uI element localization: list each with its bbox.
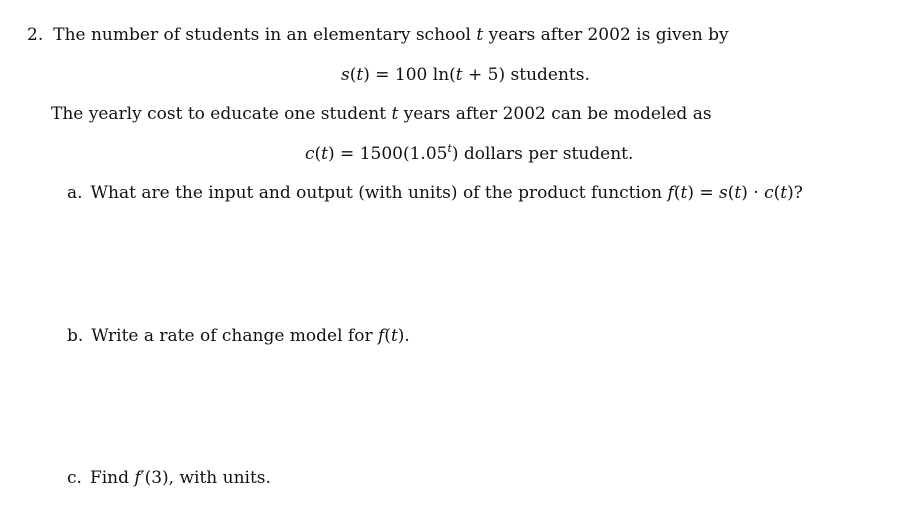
var-t: t	[356, 65, 364, 85]
part-c-label: c.	[67, 468, 82, 488]
part-c-text: Find	[89, 468, 135, 488]
exponent-t: t	[447, 142, 452, 155]
fn-s: s	[341, 65, 350, 85]
paren: (	[727, 183, 735, 203]
paren: (	[314, 144, 322, 164]
part-b-label: b.	[67, 326, 84, 346]
part-a-label: a.	[67, 183, 83, 203]
var-t: t	[734, 183, 742, 203]
fn-c: c	[305, 144, 315, 164]
cost-text-end: years after 2002 can be modeled as	[398, 104, 712, 124]
problem-statement-line	[27, 24, 729, 46]
fn-f: f	[667, 183, 674, 203]
intro-text-end: years after 2002 is given by	[483, 25, 729, 45]
eq1-rhs: = 100 ln(	[369, 65, 456, 85]
equation-students	[341, 64, 590, 86]
part-b-text: Write a rate of change model for	[91, 326, 378, 346]
fn-f: f	[378, 326, 385, 346]
fn-c: c	[764, 183, 774, 203]
eq1-rhs-end: + 5) students.	[462, 65, 590, 85]
equals: ) =	[687, 183, 719, 203]
paren: (	[349, 65, 357, 85]
paren: (	[773, 183, 781, 203]
part-a	[67, 182, 803, 204]
eq2-rhs-end: ) dollars per student.	[451, 144, 634, 164]
fn-f-prime: f′	[134, 468, 145, 488]
part-b	[67, 325, 410, 347]
part-b-end: ).	[397, 326, 410, 346]
part-a-text: What are the input and output (with units) of the product function	[90, 183, 668, 203]
part-c	[67, 467, 271, 489]
var-t: t	[390, 326, 398, 346]
cost-statement-line	[51, 103, 712, 125]
paren: )	[328, 144, 335, 164]
problem-number: 2.	[27, 25, 44, 45]
part-c-end: (3), with units.	[144, 468, 271, 488]
cost-text: The yearly cost to educate one student	[51, 104, 392, 124]
eq2-rhs: = 1500(1.05	[334, 144, 448, 164]
fn-s: s	[719, 183, 728, 203]
var-t: t	[321, 144, 329, 164]
part-a-end: )?	[787, 183, 803, 203]
var-t: t	[680, 183, 688, 203]
paren: )	[363, 65, 370, 85]
var-t: t	[476, 25, 484, 45]
var-t: t	[780, 183, 788, 203]
intro-text: The number of students in an elementary school	[53, 25, 477, 45]
equation-cost	[305, 143, 633, 165]
paren: (	[673, 183, 681, 203]
dot-operator: ) ·	[741, 183, 765, 203]
var-t: t	[391, 104, 399, 124]
paren: (	[384, 326, 391, 346]
var-t: t	[455, 65, 463, 85]
